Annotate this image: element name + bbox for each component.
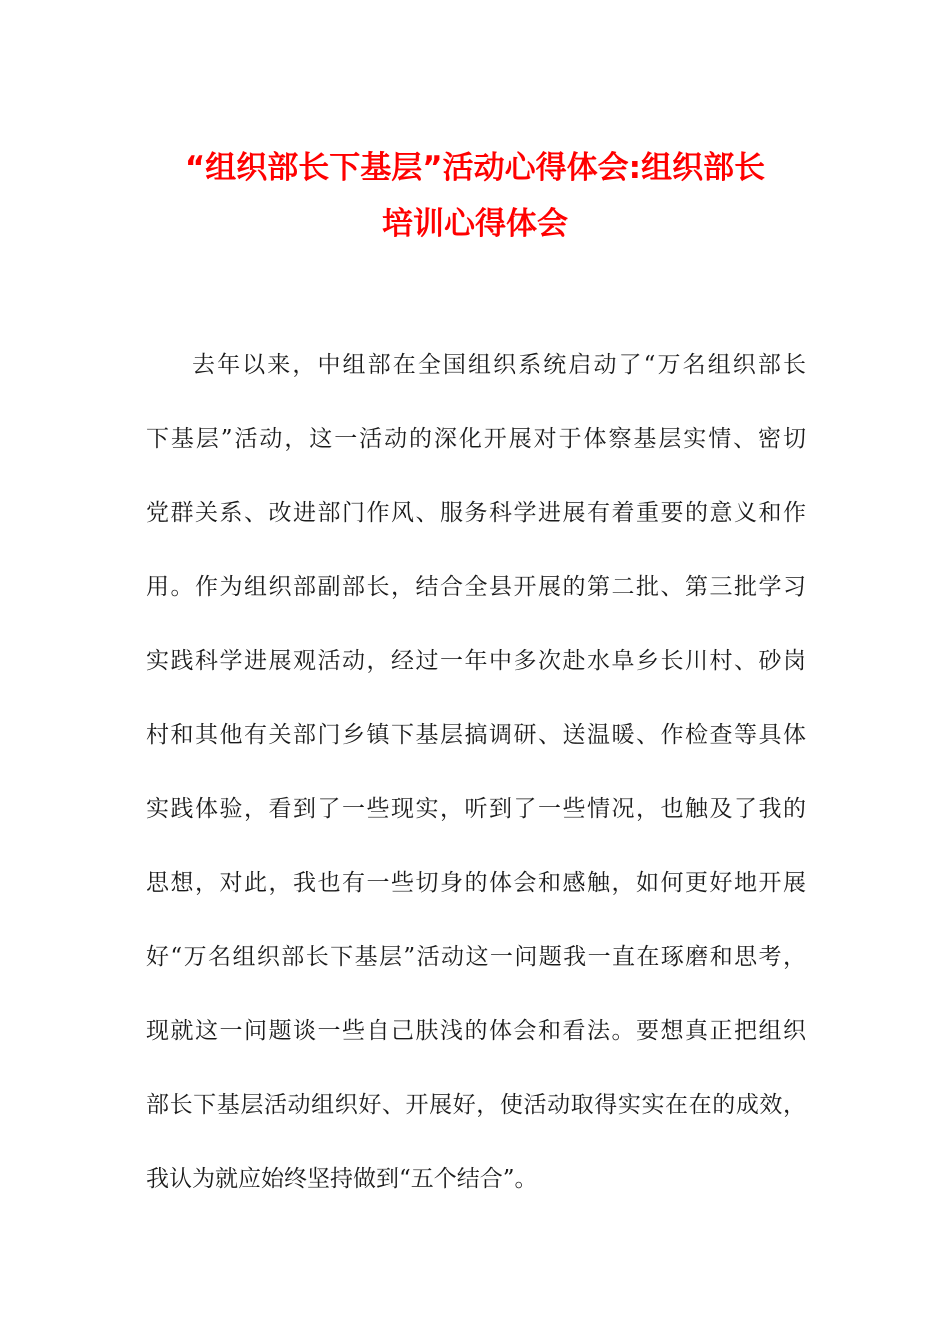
- title-line-2: 培训心得体会: [382, 206, 568, 242]
- paragraph-line: 我认为就应始终坚持做到“五个结合”。: [146, 1166, 538, 1192]
- body-paragraph: [146, 328, 806, 1216]
- paragraph-line: 部长下基层活动组织好、开展好，使活动取得实实在在的成效，: [146, 1092, 806, 1118]
- paragraph-line: 实践科学进展观活动，经过一年中多次赴水阜乡长川村、砂岗: [146, 648, 806, 674]
- title-line-1: “组织部长下基层”活动心得体会:组织部长: [184, 150, 766, 186]
- document-title: [150, 140, 800, 252]
- paragraph-line: 实践体验，看到了一些现实，听到了一些情况，也触及了我的: [146, 796, 806, 822]
- paragraph-line: 去年以来，中组部在全国组织系统启动了“万名组织部长: [192, 352, 806, 378]
- paragraph-line: 好“万名组织部长下基层”活动这一问题我一直在琢磨和思考，: [146, 944, 806, 970]
- paragraph-line: 党群关系、改进部门作风、服务科学进展有着重要的意义和作: [146, 500, 806, 526]
- paragraph-line: 下基层”活动，这一活动的深化开展对于体察基层实情、密切: [146, 426, 806, 452]
- paragraph-line: 思想，对此，我也有一些切身的体会和感触，如何更好地开展: [146, 870, 806, 896]
- paragraph-line: 村和其他有关部门乡镇下基层搞调研、送温暖、作检查等具体: [146, 722, 806, 748]
- paragraph-line: 现就这一问题谈一些自己肤浅的体会和看法。要想真正把组织: [146, 1018, 806, 1044]
- paragraph-line: 用。作为组织部副部长，结合全县开展的第二批、第三批学习: [146, 574, 806, 600]
